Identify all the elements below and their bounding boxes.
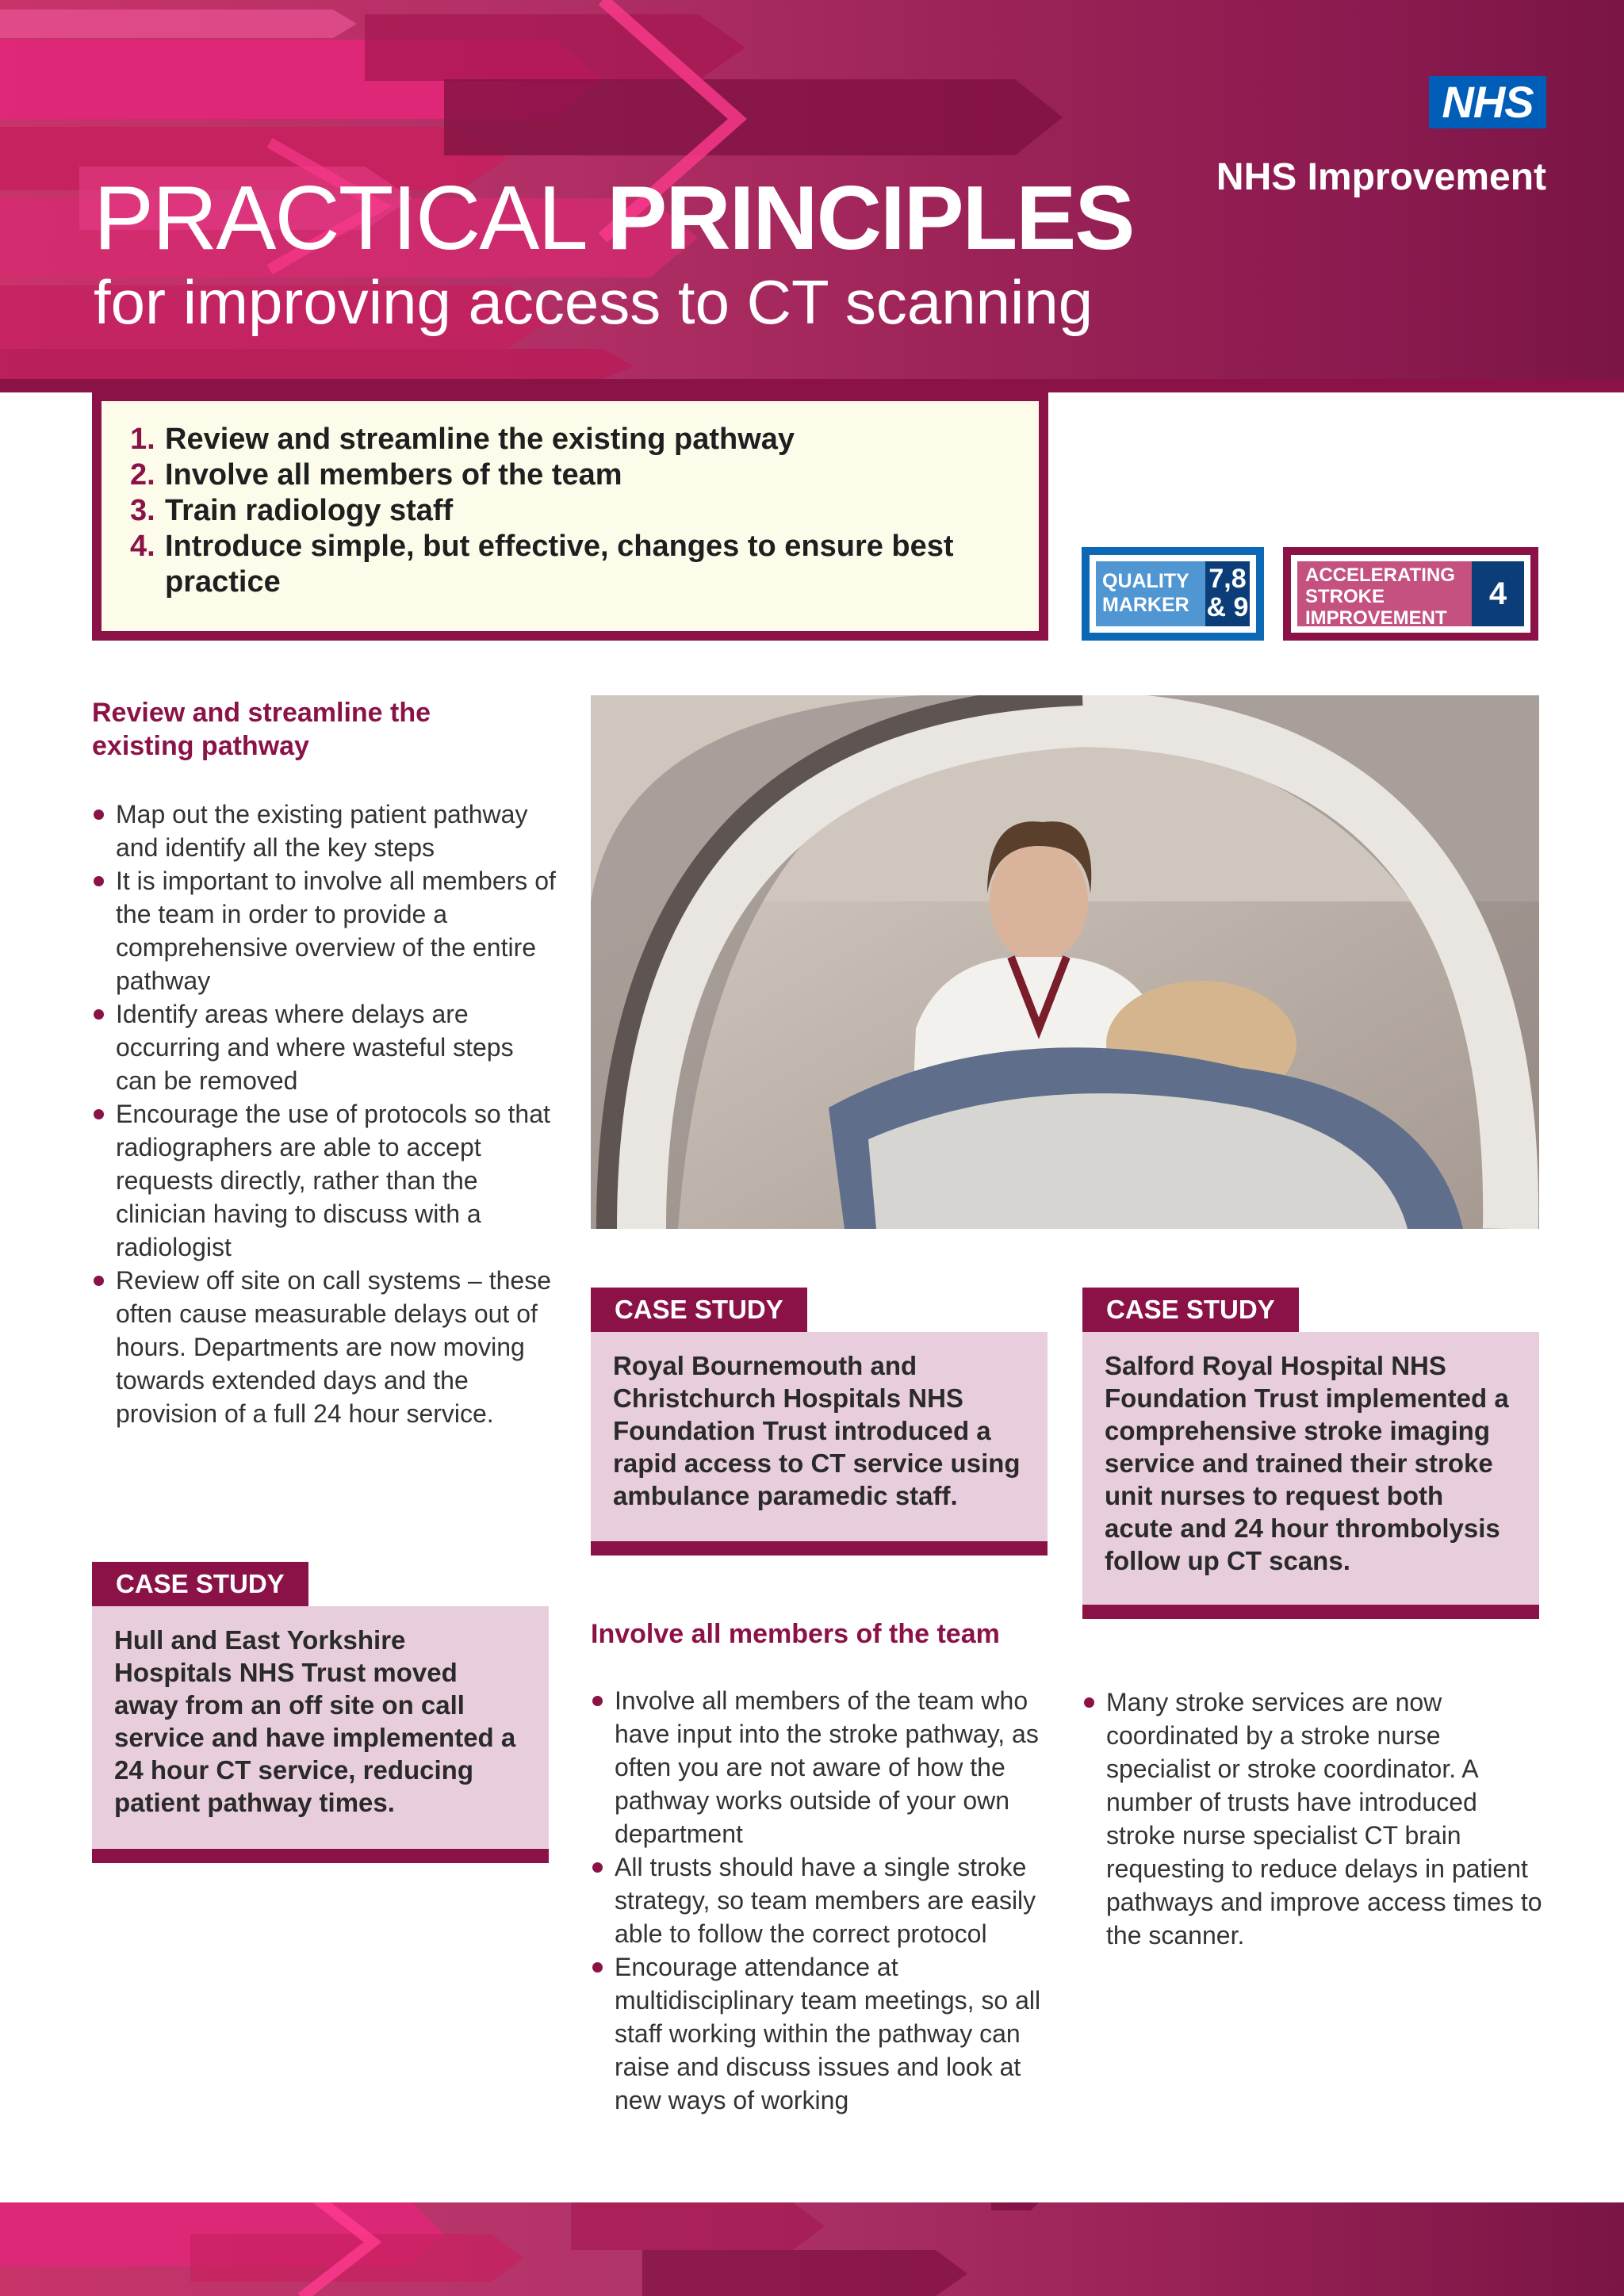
principle-item: [130, 529, 1015, 600]
stroke-badge-value: 4: [1472, 561, 1524, 626]
review-heading: Review and streamline the existing pathway: [92, 698, 431, 761]
list-item: Identify areas where delays are occurring and where wasteful steps can be removed: [92, 997, 560, 1097]
badge-label-line: ACCELERATING: [1305, 564, 1455, 586]
principles-list: [130, 422, 1015, 600]
list-item: All trusts should have a single stroke strategy, so team members are easily able to follow the correct protocol: [591, 1850, 1059, 1950]
badge-label-line: STROKE: [1305, 586, 1385, 607]
case-study-tab: CASE STUDY: [591, 1288, 807, 1332]
case-study-bournemouth: Royal Bournemouth and Christchurch Hospitals NHS Foundation Trust introduced a rapid access to CT service using ambulance paramedic staff.: [591, 1332, 1048, 1556]
principle-number: 4.: [130, 530, 155, 563]
case-study-hull: Hull and East Yorkshire Hospitals NHS Trust moved away from an off site on call service and have implemented a 24 hour CT service, reducing patient pathway times.: [92, 1606, 549, 1863]
involve-bullet-list: [591, 1684, 1059, 2117]
principle-item: [130, 493, 1015, 529]
badge-value-line: & 9: [1206, 592, 1249, 622]
list-item: Encourage the use of protocols so that radiographers are able to accept requests directly, rather than the clinician having to discuss with a radiologist: [92, 1097, 560, 1264]
stroke-nurse-bullet-list: [1082, 1686, 1542, 1952]
nhs-logo: NHS: [1429, 76, 1546, 128]
quality-marker-label: [1096, 561, 1205, 626]
principles-box: [92, 392, 1048, 641]
review-bullet-list: [92, 798, 560, 1430]
principle-number: 1.: [130, 423, 155, 456]
principle-text: Introduce simple, but effective, changes to ensure best practice: [165, 530, 954, 599]
list-item: Encourage attendance at multidisciplinary team meetings, so all staff working within the pathway can raise and discuss issues and look at new ways of working: [591, 1950, 1059, 2117]
title-light: PRACTICAL: [94, 168, 607, 269]
list-item: Many stroke services are now coordinated by a stroke nurse specialist or stroke coordinator. A number of trusts have introduced stroke nurse specialist CT brain requesting to reduce delays in patient pathways and improve access times to the scanner.: [1082, 1686, 1542, 1952]
header-stripe: [0, 379, 1624, 392]
organisation-name: NHS Improvement: [1216, 156, 1546, 198]
involve-heading: Involve all members of the team: [591, 1619, 1000, 1649]
principle-text: Involve all members of the team: [165, 458, 622, 492]
principle-item: [130, 422, 1015, 457]
page-title: [94, 168, 1134, 269]
principle-number: 2.: [130, 458, 155, 492]
title-bold: PRINCIPLES: [607, 168, 1134, 269]
case-study-salford: Salford Royal Hospital NHS Foundation Trust implemented a comprehensive stroke imaging service and trained their stroke unit nurses to request both acute and 24 hour thrombolysis follow up CT scans.: [1082, 1332, 1539, 1619]
badge-label-line: QUALITY: [1102, 570, 1189, 592]
badge-label-line: IMPROVEMENT: [1305, 607, 1447, 629]
ct-scanner-photo: [591, 695, 1539, 1229]
list-item: Review off site on call systems – these often cause measurable delays out of hours. Departments are now moving towards extended days and the provision of a full 24 hour service.: [92, 1264, 560, 1430]
stroke-badge-label: [1297, 561, 1472, 629]
footer-banner: [0, 2202, 1624, 2296]
case-study-tab: CASE STUDY: [92, 1562, 308, 1606]
quality-marker-badge: [1082, 547, 1264, 641]
badge-value-line: 7,8: [1208, 564, 1247, 594]
list-item: Map out the existing patient pathway and identify all the key steps: [92, 798, 560, 864]
list-item: It is important to involve all members of the team in order to provide a comprehensive overview of the entire pathway: [92, 864, 560, 997]
list-item: Involve all members of the team who have input into the stroke pathway, as often you are not aware of how the pathway works outside of your own department: [591, 1684, 1059, 1850]
photo-illustration: [591, 695, 1539, 1229]
case-study-tab: CASE STUDY: [1082, 1288, 1299, 1332]
page-subtitle: for improving access to CT scanning: [94, 267, 1094, 337]
badge-label-line: MARKER: [1102, 594, 1189, 616]
footer-arrow-graphic: [0, 2202, 1624, 2296]
principle-number: 3.: [130, 494, 155, 527]
principle-text: Train radiology staff: [165, 494, 454, 527]
principle-item: [130, 457, 1015, 493]
accelerating-stroke-badge: [1283, 547, 1538, 641]
quality-marker-value: [1205, 561, 1250, 626]
principle-text: Review and streamline the existing pathway: [165, 423, 795, 456]
